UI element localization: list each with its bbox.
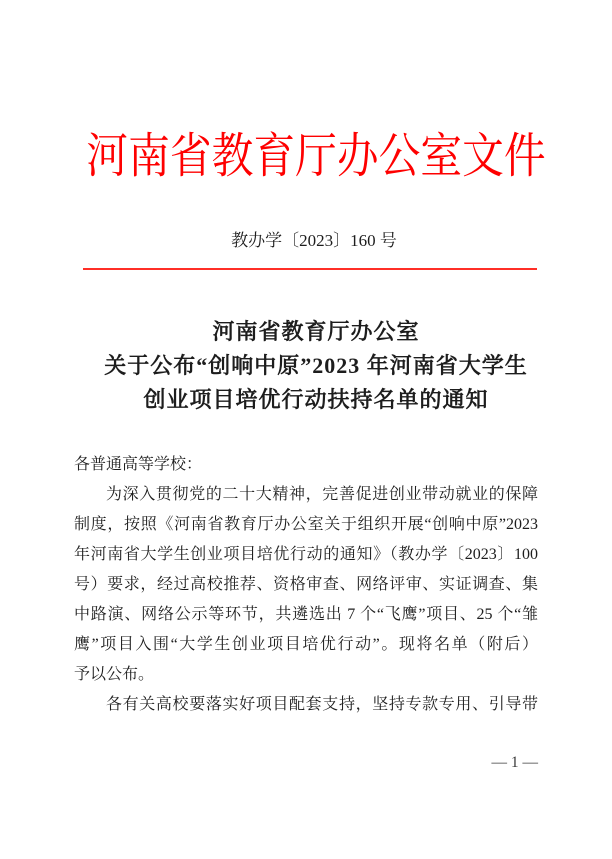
paragraph1-line: 中路演、网络公示等环节，共遴选出 7 个“飞鹰”项目、25 个“雏	[74, 606, 538, 623]
paragraph1-line: 鹰”项目入围“大学生创业项目培优行动”。现将名单（附后）	[74, 636, 538, 653]
document-number: 教办学〔2023〕160 号	[231, 231, 397, 250]
agency-header-title: 河南省教育厅办公室文件	[86, 130, 546, 183]
red-divider-line	[83, 268, 537, 270]
document-body	[74, 450, 538, 720]
notice-title-line-2: 关于公布“创响中原”2023 年河南省大学生	[104, 353, 528, 378]
paragraph1-line: 号）要求，经过高校推荐、资格审查、网络评审、实证调查、集	[74, 576, 538, 593]
paragraph1-line: 年河南省大学生创业项目培优行动的通知》（教办学〔2023〕100	[74, 546, 538, 563]
salutation: 各普通高等学校：	[74, 456, 203, 473]
paragraph1-line: 予以公布。	[74, 666, 155, 683]
paragraph1-line: 制度，按照《河南省教育厅办公室关于组织开展“创响中原”2023	[74, 516, 538, 533]
notice-title	[10, 315, 612, 417]
page-number: — 1 —	[491, 754, 538, 771]
paragraph2-line: 各有关高校要落实好项目配套支持，坚持专款专用、引导带	[106, 696, 538, 713]
notice-title-line-1: 河南省教育厅办公室	[212, 319, 420, 344]
notice-title-line-3: 创业项目培优行动扶持名单的通知	[143, 387, 489, 412]
paragraph1-line: 为深入贯彻党的二十大精神，完善促进创业带动就业的保障	[106, 486, 538, 503]
